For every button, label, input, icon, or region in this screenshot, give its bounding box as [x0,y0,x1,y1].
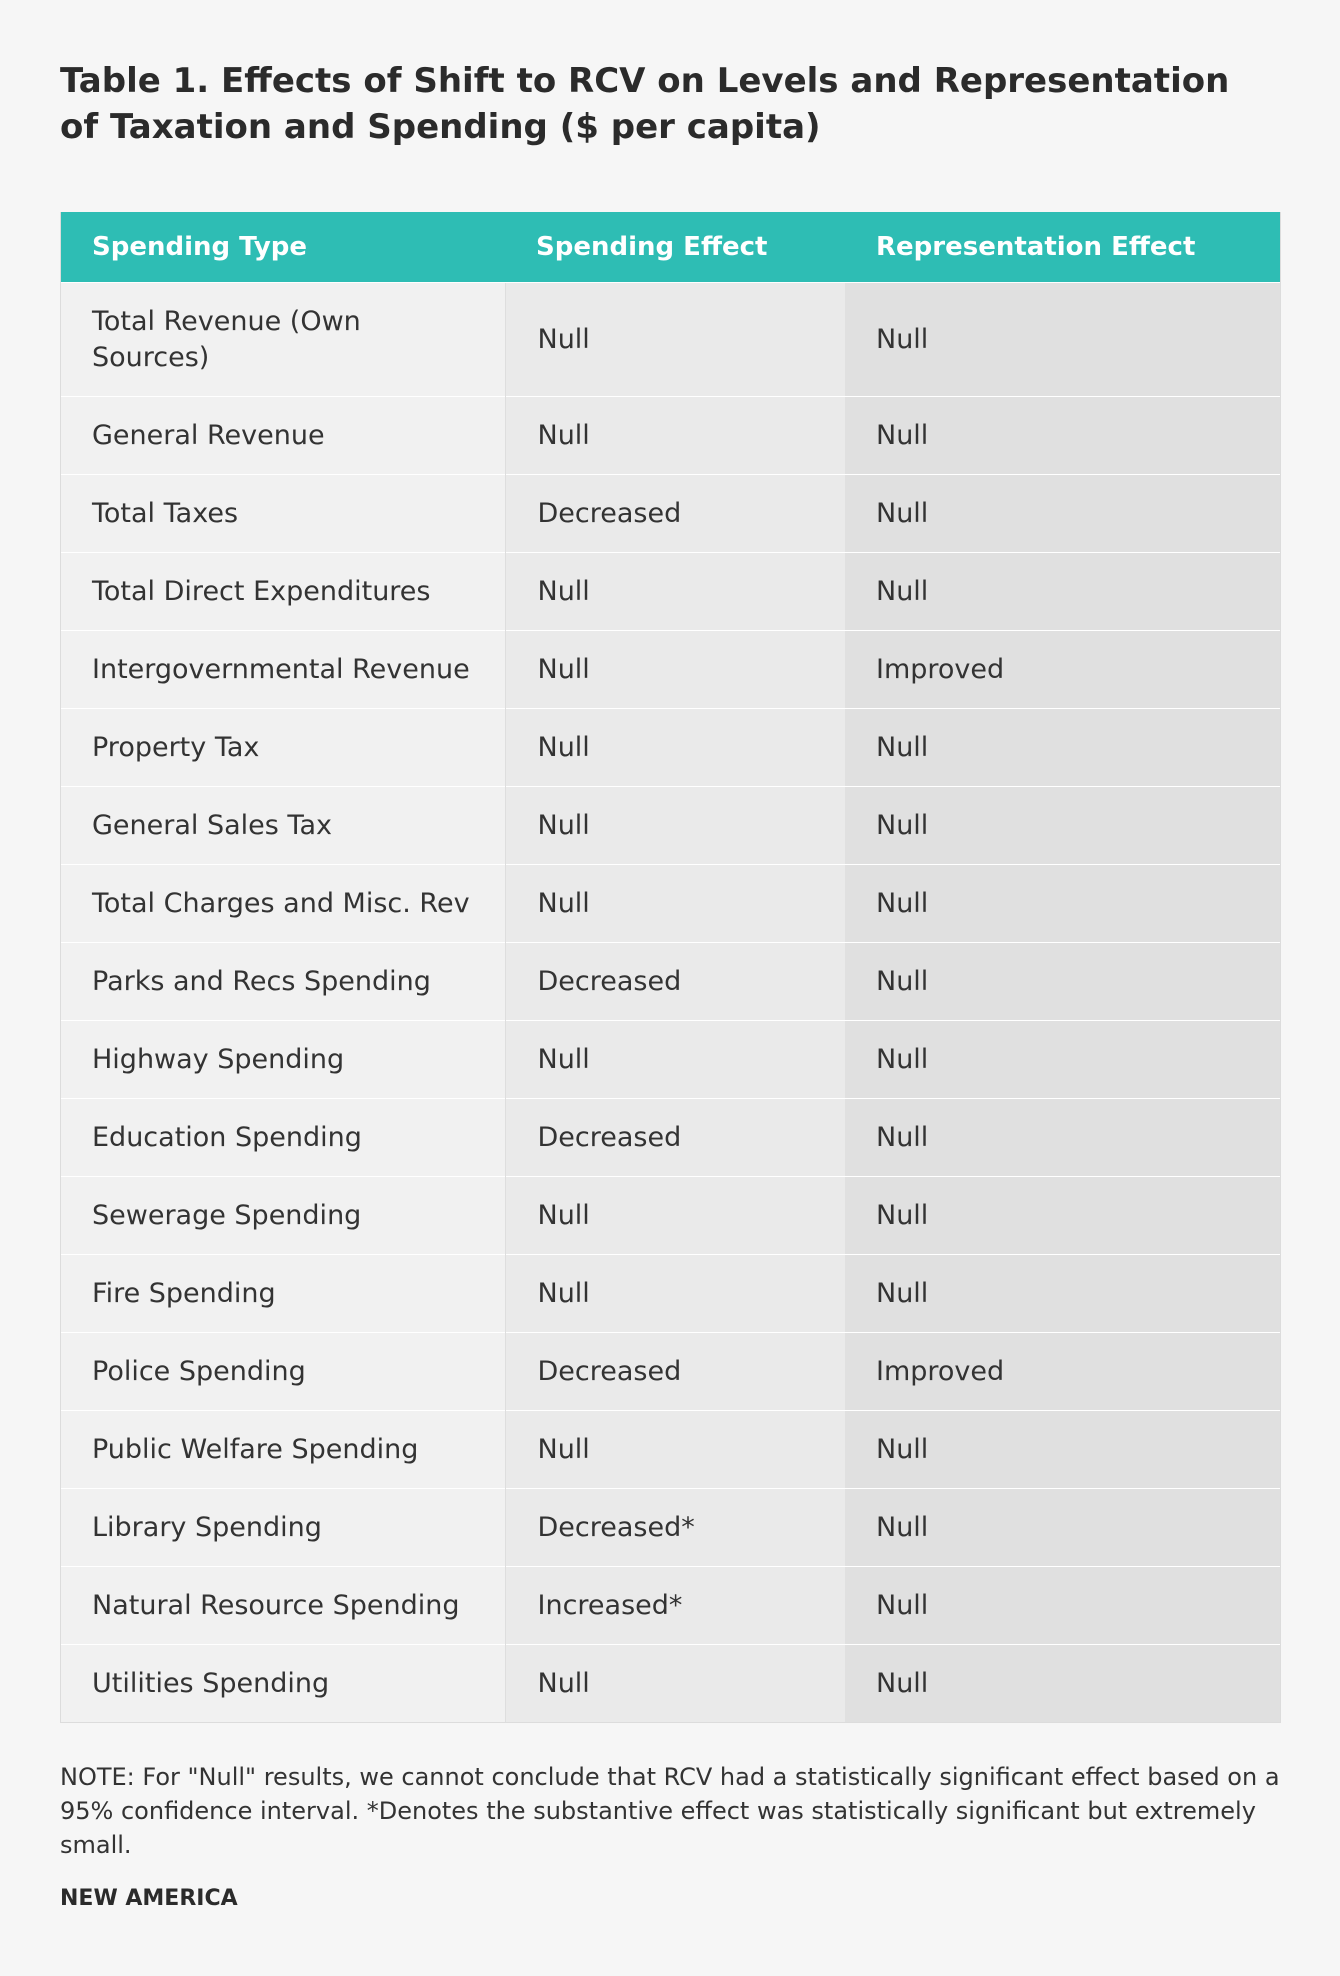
cell-spending-type: Total Direct Expenditures [61,553,505,631]
cell-spending-type: Public Welfare Spending [61,1411,505,1489]
cell-spending-type: Total Revenue (Own Sources) [61,283,505,397]
cell-representation-effect: Null [845,283,1280,397]
cell-representation-effect: Null [845,475,1280,553]
cell-spending-effect: Null [505,865,845,943]
cell-spending-effect: Null [505,1645,845,1723]
cell-representation-effect: Null [845,943,1280,1021]
table-row [61,1255,1280,1333]
table-header-row [61,212,1280,283]
cell-representation-effect: Null [845,1567,1280,1645]
cell-representation-effect: Null [845,1411,1280,1489]
cell-spending-effect: Null [505,1021,845,1099]
cell-representation-effect: Null [845,397,1280,475]
cell-spending-type: General Sales Tax [61,787,505,865]
table-row [61,1645,1280,1723]
cell-spending-effect: Null [505,1177,845,1255]
column-header: Spending Type [61,212,505,283]
table-row [61,1177,1280,1255]
cell-representation-effect: Null [845,1255,1280,1333]
cell-representation-effect: Improved [845,1333,1280,1411]
cell-spending-effect: Decreased [505,475,845,553]
source-label: NEW AMERICA [60,1886,238,1911]
cell-spending-effect: Null [505,1411,845,1489]
table-row [61,553,1280,631]
cell-representation-effect: Null [845,1645,1280,1723]
cell-spending-type: Parks and Recs Spending [61,943,505,1021]
cell-spending-type: Highway Spending [61,1021,505,1099]
cell-representation-effect: Null [845,1177,1280,1255]
cell-spending-type: Education Spending [61,1099,505,1177]
table-row [61,631,1280,709]
cell-representation-effect: Null [845,1021,1280,1099]
table-row [61,1333,1280,1411]
cell-spending-type: Sewerage Spending [61,1177,505,1255]
data-table [61,212,1280,1722]
cell-spending-type: Police Spending [61,1333,505,1411]
table-row [61,397,1280,475]
cell-spending-type: Natural Resource Spending [61,1567,505,1645]
cell-spending-effect: Increased* [505,1567,845,1645]
cell-representation-effect: Null [845,1489,1280,1567]
table-title: Table 1. Effects of Shift to RCV on Levels and Representation of Taxation and Spending ($ per capita) [60,61,1230,147]
cell-spending-effect: Null [505,553,845,631]
cell-spending-effect: Null [505,397,845,475]
cell-spending-effect: Null [505,709,845,787]
cell-representation-effect: Null [845,1099,1280,1177]
table-row [61,1021,1280,1099]
cell-spending-effect: Null [505,631,845,709]
table-body [61,283,1280,1723]
cell-spending-type: Intergovernmental Revenue [61,631,505,709]
table-row [61,709,1280,787]
column-header: Spending Effect [505,212,845,283]
cell-representation-effect: Null [845,865,1280,943]
cell-spending-effect: Null [505,1255,845,1333]
cell-spending-type: Total Taxes [61,475,505,553]
cell-representation-effect: Null [845,553,1280,631]
table-row [61,475,1280,553]
column-header: Representation Effect [845,212,1280,283]
cell-spending-effect: Decreased [505,1099,845,1177]
table-note: NOTE: For "Null" results, we cannot conclude that RCV had a statistically significant effect based on a 95% confidence interval. *Denotes the substantive effect was statistically significant but extremely small. [60,1763,1280,1859]
cell-spending-effect: Null [505,283,845,397]
data-table-container [60,212,1281,1723]
cell-spending-type: Utilities Spending [61,1645,505,1723]
cell-representation-effect: Null [845,787,1280,865]
table-row [61,1567,1280,1645]
table-row [61,865,1280,943]
table-row [61,1411,1280,1489]
cell-spending-type: Property Tax [61,709,505,787]
cell-representation-effect: Null [845,709,1280,787]
cell-spending-type: Fire Spending [61,1255,505,1333]
table-row [61,943,1280,1021]
cell-spending-effect: Decreased [505,1333,845,1411]
cell-spending-effect: Null [505,787,845,865]
cell-spending-type: Library Spending [61,1489,505,1567]
table-row [61,787,1280,865]
cell-representation-effect: Improved [845,631,1280,709]
cell-spending-type: Total Charges and Misc. Rev [61,865,505,943]
cell-spending-effect: Decreased [505,943,845,1021]
table-row [61,1489,1280,1567]
table-row [61,1099,1280,1177]
cell-spending-effect: Decreased* [505,1489,845,1567]
table-row [61,283,1280,397]
cell-spending-type: General Revenue [61,397,505,475]
